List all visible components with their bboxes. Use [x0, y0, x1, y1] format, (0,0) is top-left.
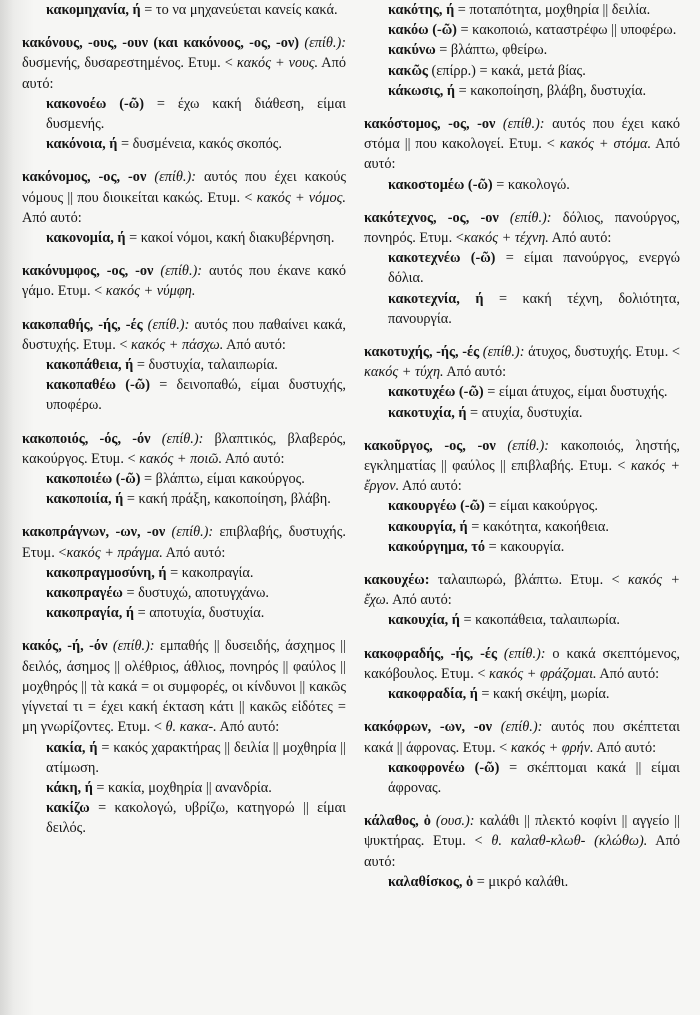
entry-part-of-speech: (επίθ.): — [495, 116, 545, 133]
dictionary-entry — [364, 208, 680, 329]
entry-derivatives-intro: Από αυτό: — [22, 209, 82, 226]
entry-part-of-speech: (επίθ.): — [107, 638, 155, 655]
sub-entry-definition: = κακός χαρακτήρας || δειλία || μοχθηρία || ατίμωση. — [46, 739, 346, 776]
sub-entry-definition: = κακολογώ. — [492, 176, 570, 193]
sub-entry-lemma: κακοτυχία, ή — [388, 404, 467, 421]
entry-definition: αυτός που παθαίνει κακά, δυστυχής. Ετυμ. < — [22, 316, 346, 353]
sub-entry-lemma: κακοστομέω (-ῶ) — [388, 176, 493, 193]
sub-entry-lemma: κακοπάθεια, ή — [46, 357, 134, 374]
entry-definition: καλάθι || πλεκτό κοφίνι || αγγείο || ψυκτήρας. Ετυμ. < — [364, 813, 680, 850]
sub-entry-lemma: κακόω (-ῶ) — [388, 22, 457, 39]
dictionary-entry — [22, 429, 346, 510]
sub-entry-lemma: κακονοέω (-ῶ) — [46, 95, 144, 112]
sub-entry-lemma: κακοφραδία, ή — [388, 686, 478, 703]
entry-part-of-speech: (επίθ.): — [150, 430, 204, 447]
entry-lemma: κακόνομος, -ος, -ον — [22, 169, 147, 186]
dictionary-entry — [364, 342, 680, 423]
sub-entry-definition: = σκέπτομαι κακά || είμαι άφρονας. — [388, 759, 681, 796]
sub-entry-definition: = κακή τέχνη, δολιότητα, πανουργία. — [388, 290, 680, 327]
sub-entry — [22, 798, 346, 838]
entry-etymology: θ. καλαθ-κλωθ- (κλώθω). — [491, 833, 648, 850]
entry-part-of-speech: (επίθ.): — [299, 35, 346, 52]
sub-entry — [364, 758, 680, 798]
entry-head — [364, 436, 680, 497]
left-column — [22, 0, 346, 852]
entry-lemma: κακοῦργος, -ος, -ον — [364, 437, 496, 454]
dictionary-entry — [364, 811, 680, 892]
sub-entry-definition: = βλάπτω, φθείρω. — [435, 42, 548, 59]
sub-entry — [22, 375, 346, 415]
entry-head — [364, 114, 680, 175]
sub-entry-definition: = μικρό καλάθι. — [473, 873, 569, 890]
sub-entry — [364, 20, 680, 40]
sub-entry — [22, 563, 346, 583]
dictionary-entry — [364, 114, 680, 195]
sub-entry-lemma: κακίζω — [46, 800, 90, 817]
sub-entry-definition: = το να μηχανεύεται κανείς κακά. — [140, 2, 338, 18]
sub-entry-lemma: κακοποιέω (-ῶ) — [46, 471, 141, 488]
sub-entry — [364, 382, 680, 402]
entry-lemma: κακόνους, -ους, -ουν (και κακόνοος, -ος, -ον) — [22, 35, 300, 52]
entry-head — [22, 429, 346, 469]
entry-definition: αυτός που έχει κακούς νόμους || που διοικείται κακώς. Ετυμ. < — [22, 169, 346, 206]
sub-entry-definition: = ατυχία, δυστυχία. — [466, 404, 583, 421]
sub-entry — [22, 489, 346, 509]
entry-derivatives-intro: Από αυτό: — [22, 55, 346, 92]
entry-etymology: κακός + νύμφη. — [105, 283, 196, 300]
entry-derivatives-intro: Από αυτό: — [399, 478, 462, 495]
sub-entry-definition: = κακοπάθεια, ταλαιπωρία. — [459, 612, 620, 629]
entry-lemma: κακόστομος, -ος, -ον — [364, 116, 496, 133]
entry-derivatives-intro: Από αυτό: — [443, 364, 507, 381]
dictionary-entry — [364, 0, 680, 101]
entry-definition: ταλαιπωρώ, βλάπτω. Ετυμ. < — [429, 572, 628, 589]
dictionary-entry — [22, 33, 346, 154]
entry-derivatives-intro: Από αυτό: — [596, 665, 660, 682]
entry-etymology: κακός + νόμος. — [256, 189, 346, 206]
entry-definition: δόλιος, πανούργος, πονηρός. Ετυμ. < — [364, 209, 680, 247]
entry-definition: ο κακά σκεπτόμενος, κακόβουλος. Ετυμ. < — [364, 645, 680, 682]
sub-entry — [22, 355, 346, 375]
entry-definition: αυτός που έκανε κακό γάμο. Ετυμ. < — [22, 263, 346, 300]
sub-entry — [364, 175, 680, 195]
sub-entry-definition: = κακοποιώ, καταστρέφω || υποφέρω. — [456, 22, 677, 39]
sub-entry-definition: = κακοποίηση, βλάβη, δυστυχία. — [455, 82, 647, 99]
entry-lemma: κακοποιός, -ός, -όν — [22, 430, 151, 447]
sub-entry — [22, 134, 346, 154]
sub-entry-lemma: κάκη, ή — [46, 779, 93, 796]
sub-entry — [22, 469, 346, 489]
entry-derivatives-intro: Από αυτό: — [216, 719, 280, 736]
entry-derivatives-intro: Από αυτό: — [223, 336, 286, 353]
right-column — [364, 0, 680, 905]
dictionary-entry — [22, 167, 346, 248]
entry-part-of-speech: (επίθ.): — [492, 719, 543, 736]
sub-entry — [364, 517, 680, 537]
sub-entry-lemma: κακοπαθέω (-ῶ) — [46, 377, 150, 394]
sub-entry — [364, 684, 680, 704]
entry-etymology: κακός + ἔργον. — [364, 458, 680, 495]
entry-etymology: κακός + τέχνη. — [463, 230, 549, 247]
sub-entry-lemma: κακουχία, ή — [388, 612, 460, 629]
entry-etymology: κακός + ποιῶ. — [139, 450, 223, 467]
sub-entry-lemma: κακούργημα, τό — [388, 538, 486, 555]
dictionary-entry — [364, 644, 680, 705]
sub-entry-lemma: κακοπραγέω — [46, 585, 123, 602]
entry-etymology: κακός + φρήν. — [510, 739, 594, 756]
entry-definition: επιβλαβής, δυστυχής. Ετυμ. < — [22, 524, 346, 561]
sub-entry — [22, 0, 346, 20]
sub-entry-lemma: κακόνοια, ή — [46, 136, 118, 153]
sub-entry — [364, 289, 680, 329]
sub-entry-lemma: κακουργέω (-ῶ) — [388, 498, 485, 515]
sub-entry-lemma: κακονομία, ή — [46, 230, 126, 247]
entry-head — [364, 644, 680, 684]
entry-lemma: κακοφραδής, -ής, -ές — [364, 645, 498, 662]
entry-head — [22, 261, 346, 301]
entry-derivatives-intro: Από αυτό: — [162, 544, 226, 561]
sub-entry-definition: = κακοί νόμοι, κακή διακυβέρνηση. — [125, 230, 335, 247]
sub-entry — [22, 738, 346, 778]
sub-entry-definition: = δυσμένεια, κακός σκοπός. — [117, 136, 282, 153]
sub-entry — [364, 537, 680, 557]
entry-head — [22, 636, 346, 737]
entry-part-of-speech: (επίθ.): — [153, 263, 203, 280]
entry-head — [364, 570, 680, 610]
entry-etymology: κακός + στόμα. — [559, 136, 652, 153]
sub-entry-lemma: κακομηχανία, ή — [46, 2, 141, 18]
entry-derivatives-intro: Από αυτό: — [364, 136, 680, 173]
sub-entry — [364, 81, 680, 101]
entry-lemma: κακουχέω: — [364, 572, 430, 589]
sub-entry-lemma: καλαθίσκος, ὁ — [388, 873, 474, 890]
sub-entry-definition: = δεινοπαθώ, είμαι δυστυχής, υποφέρω. — [46, 377, 346, 414]
sub-entry-definition: = βλάπτω, είμαι κακούργος. — [140, 471, 305, 488]
entry-lemma: κακόφρων, -ων, -ον — [364, 719, 493, 736]
entry-lemma: κακότεχνος, -ος, -ον — [364, 209, 499, 226]
entry-definition: άτυχος, δυστυχής. Ετυμ. < — [524, 344, 680, 361]
sub-entry — [22, 603, 346, 623]
sub-entry — [22, 778, 346, 798]
sub-entry-definition: (επίρρ.) = κακά, μετά βίας. — [427, 62, 586, 79]
entry-lemma: κακοτυχής, -ής, -ές — [364, 344, 480, 361]
sub-entry — [22, 94, 346, 134]
dictionary-entry — [22, 261, 346, 301]
sub-entry-definition: = κακή πράξη, κακοποίηση, βλάβη. — [123, 491, 331, 508]
dictionary-entry — [22, 522, 346, 623]
sub-entry — [364, 0, 680, 20]
entry-lemma: κακοπαθής, -ής, -ές — [22, 316, 143, 333]
sub-entry-definition: = κακία, μοχθηρία || ανανδρία. — [92, 779, 272, 796]
entry-head — [364, 717, 680, 757]
sub-entry-lemma: κακῶς — [388, 62, 428, 79]
entry-derivatives-intro: Από αυτό: — [593, 739, 657, 756]
entry-definition: αυτός που έχει κακό στόμα || που κακολογεί. Ετυμ. < — [364, 116, 680, 153]
sub-entry-definition: = κακολογώ, υβρίζω, κατηγορώ || είμαι δειλός. — [46, 800, 346, 837]
entry-definition: εμπαθής || δυσειδής, άσχημος || δειλός, άσημος || ολέθριος, άθλιος, πονηρός || φαύλος || μοχθηρός || τὰ κακά = οι συμφορές, οι κίνδυνοι || κακῶς γίγνεταί τι = έχει κακή έκταση κάτι || κακῶς εἰδότες = μη γνωρίζοντες. Ετυμ. < — [22, 638, 346, 736]
entry-derivatives-intro: Από αυτό: — [548, 230, 612, 247]
entry-head — [22, 522, 346, 562]
entry-definition: βλαπτικός, βλαβερός, κακούργος. Ετυμ. < — [22, 430, 346, 467]
entry-head — [22, 33, 346, 94]
sub-entry-definition: = είμαι κακούργος. — [484, 498, 598, 515]
sub-entry-lemma: κακοποιία, ή — [46, 491, 124, 508]
entry-part-of-speech: (επίθ.): — [495, 437, 550, 454]
sub-entry-lemma: κακοφρονέω (-ῶ) — [388, 759, 500, 776]
entry-part-of-speech: (επίθ.): — [479, 344, 525, 361]
sub-entry-definition: = κακότητα, κακοήθεια. — [467, 518, 609, 535]
sub-entry-lemma: κάκωσις, ή — [388, 82, 455, 99]
sub-entry-definition: = δυστυχώ, αποτυγχάνω. — [122, 585, 270, 602]
sub-entry-definition: = είμαι πανούργος, ενεργώ δόλια. — [388, 250, 680, 287]
entry-head — [22, 167, 346, 228]
sub-entry-definition: = δυστυχία, ταλαιπωρία. — [133, 357, 278, 374]
sub-entry-definition: = είμαι άτυχος, είμαι δυστυχής. — [483, 384, 668, 401]
entry-definition: δυσμενής, δυσαρεστημένος. Ετυμ. < — [22, 55, 237, 72]
entry-head — [364, 342, 680, 382]
sub-entry-definition: = ποταπότητα, μοχθηρία || δειλία. — [454, 2, 651, 18]
entry-etymology: κακός + πράγμα. — [66, 544, 163, 561]
entry-etymology: κακός + τύχη. — [364, 364, 444, 381]
sub-entry-definition: = κακοπραγία. — [166, 564, 254, 581]
dictionary-entry — [364, 570, 680, 631]
sub-entry-lemma: κακοπραγία, ή — [46, 605, 135, 622]
entry-head — [364, 208, 680, 248]
dictionary-entry — [364, 717, 680, 798]
sub-entry — [364, 403, 680, 423]
entry-part-of-speech: (επίθ.): — [142, 316, 190, 333]
entry-lemma: κάλαθος, ὁ — [364, 813, 431, 830]
sub-entry — [22, 583, 346, 603]
entry-derivatives-intro: Από αυτό: — [364, 833, 680, 870]
sub-entry — [22, 228, 346, 248]
entry-part-of-speech: (επίθ.): — [146, 169, 196, 186]
sub-entry-lemma: κακία, ή — [46, 739, 98, 756]
entry-etymology: κακός + φράζομαι. — [489, 665, 597, 682]
sub-entry-lemma: κακοτυχέω (-ῶ) — [388, 384, 484, 401]
entry-lemma: κακόνυμφος, -ος, -ον — [22, 263, 154, 280]
entry-head — [364, 811, 680, 872]
entry-part-of-speech: (επίθ.): — [497, 645, 546, 662]
entry-part-of-speech: (επίθ.): — [165, 524, 214, 541]
sub-entry-lemma: κακοπραγμοσύνη, ή — [46, 564, 167, 581]
entry-lemma: κακός, -ή, -όν — [22, 638, 108, 655]
entry-part-of-speech: (επίθ.): — [498, 209, 552, 226]
sub-entry-lemma: κακότης, ή — [388, 2, 455, 18]
entry-lemma: κακοπράγνων, -ων, -ον — [22, 524, 166, 541]
sub-entry-definition: = αποτυχία, δυστυχία. — [134, 605, 265, 622]
sub-entry-definition: = έχω κακή διάθεση, είμαι δυσμενής. — [46, 95, 346, 133]
entry-head — [22, 315, 346, 355]
dictionary-entry — [22, 315, 346, 416]
sub-entry — [364, 248, 680, 288]
dictionary-entry — [364, 436, 680, 557]
sub-entry — [364, 496, 680, 516]
sub-entry-definition: = κακή σκέψη, μωρία. — [477, 686, 610, 703]
sub-entry — [364, 40, 680, 60]
entry-part-of-speech: (ουσ.): — [430, 813, 475, 830]
dictionary-entry — [22, 636, 346, 838]
sub-entry — [364, 61, 680, 81]
entry-derivatives-intro: Από αυτό: — [222, 450, 285, 467]
sub-entry — [364, 872, 680, 892]
entry-etymology: κακός + νους. — [236, 55, 319, 72]
entry-definition: κακοποιός, ληστής, εγκληματίας || φαύλος || επιβλαβής. Ετυμ. < — [364, 437, 680, 475]
entry-etymology: κακός + ἔχω. — [364, 572, 680, 609]
sub-entry-lemma: κακοτεχνία, ή — [388, 290, 484, 307]
dictionary-entry — [22, 0, 346, 20]
entry-derivatives-intro: Από αυτό: — [389, 592, 452, 609]
sub-entry-lemma: κακύνω — [388, 42, 436, 59]
entry-etymology: θ. κακα-. — [165, 719, 217, 736]
entry-etymology: κακός + πάσχω. — [131, 336, 224, 353]
sub-entry-lemma: κακουργία, ή — [388, 518, 468, 535]
sub-entry-lemma: κακοτεχνέω (-ῶ) — [388, 250, 496, 267]
sub-entry-definition: = κακουργία. — [485, 538, 565, 555]
entry-definition: αυτός που σκέπτεται κακά || άφρονας. Ετυμ. < — [364, 719, 680, 756]
sub-entry — [364, 610, 680, 630]
